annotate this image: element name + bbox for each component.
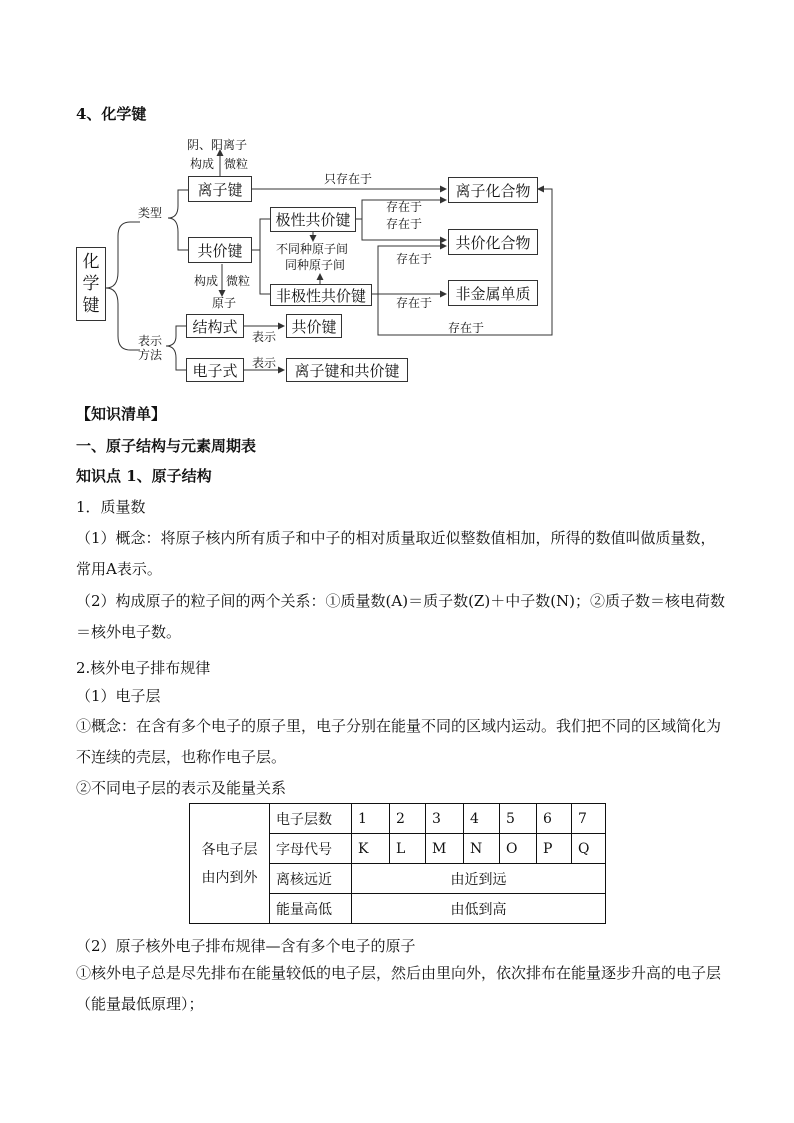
- table-row-group-label: 各电子层由内到外: [190, 804, 270, 924]
- exists-label-3: 存在于: [396, 252, 433, 266]
- only-exists-label: 只存在于: [324, 172, 373, 186]
- table-row-label: 能量高低: [270, 894, 352, 924]
- covalent-note-bottom: 原子: [212, 296, 237, 310]
- represents-label-2: 表示: [252, 356, 277, 370]
- table-cell: 6: [537, 804, 572, 834]
- table-cell: 5: [500, 804, 537, 834]
- table-cell: 4: [464, 804, 500, 834]
- table-cell: Q: [572, 834, 606, 864]
- nonmetal-element-box: 非金属单质: [448, 280, 538, 306]
- sub-arrangement-rules: （2）原子核外电子排布规律—含有多个电子的原子: [76, 937, 416, 955]
- table-cell: 7: [572, 804, 606, 834]
- knowledge-list-heading: 【知识清单】: [76, 405, 167, 423]
- paragraph-mass-number-concept: （1）概念：将原子核内所有质子和中子的相对质量取近似整数值相加，所得的数值叫做质量数，常用A表示。: [76, 529, 716, 578]
- electron-shell-table: [189, 803, 606, 924]
- table-cell: O: [500, 834, 537, 864]
- electronic-formula-box: 电子式: [186, 358, 244, 382]
- covalent-compound-box: 共价化合物: [448, 229, 538, 255]
- branch-repr-label: 表示方法: [138, 334, 163, 362]
- ionic-note-right: 微粒: [224, 157, 249, 171]
- ionic-compound-box: 离子化合物: [448, 177, 538, 203]
- sub-electron-shell: （1）电子层: [76, 687, 161, 705]
- table-cell: K: [352, 834, 390, 864]
- paragraph-shell-concept: ①概念：在含有多个电子的原子里，电子分别在能量不同的区域内运动。我们把不同的区域简化为不连续的壳层，也称作电子层。: [76, 717, 722, 766]
- item-electron-arrangement: 2.核外电子排布规律: [76, 659, 211, 677]
- represents-label-1: 表示: [252, 330, 277, 344]
- ionic-note-bottom: 构成: [190, 157, 215, 171]
- table-cell: M: [426, 834, 464, 864]
- diff-atoms-note: 不同种原子间: [276, 242, 349, 256]
- table-cell: P: [537, 834, 572, 864]
- table-row-label: 离核远近: [270, 864, 352, 894]
- heading-atomic-structure-periodic-table: 一、原子结构与元素周期表: [76, 437, 257, 455]
- paragraph-shell-table-intro: ②不同电子层的表示及能量关系: [76, 779, 287, 797]
- exists-label-5: 存在于: [448, 321, 485, 335]
- covalent-note-right: 微粒: [226, 274, 251, 288]
- table-cell: N: [464, 834, 500, 864]
- table-cell: 3: [426, 804, 464, 834]
- nonpolar-covalent-box: 非极性共价键: [270, 284, 372, 306]
- table-row-label: 字母代号: [270, 834, 352, 864]
- exists-label-2: 存在于: [386, 217, 423, 231]
- exists-label-1: 存在于: [386, 200, 423, 214]
- covalent-bond-box: 共价键: [188, 237, 252, 263]
- ionic-note-top: 阴、阳离子: [187, 138, 248, 152]
- exists-label-4: 存在于: [396, 296, 433, 310]
- table-cell-energy: 由低到高: [352, 894, 606, 924]
- ionic-and-covalent-box: 离子键和共价键: [286, 358, 408, 382]
- item-mass-number: 1．质量数: [76, 498, 146, 516]
- root-chemical-bond: 化学键: [76, 247, 106, 321]
- section-title: 4、化学键: [76, 105, 147, 123]
- table-cell: 2: [390, 804, 426, 834]
- covalent-target-box: 共价键: [286, 314, 342, 338]
- table-cell: L: [390, 834, 426, 864]
- structural-formula-box: 结构式: [186, 314, 244, 338]
- heading-knowledge-point-1: 知识点 1、原子结构: [76, 467, 212, 485]
- paragraph-particle-relations: （2）构成原子的粒子间的两个关系：①质量数(A)＝质子数(Z)＋中子数(N)；②质子数＝核电荷数＝核外电子数。: [76, 592, 726, 641]
- table-cell-distance: 由近到远: [352, 864, 606, 894]
- paragraph-lowest-energy-principle: ①核外电子总是尽先排布在能量较低的电子层，然后由里向外，依次排布在能量逐步升高的电子层（能量最低原理）；: [76, 964, 722, 1013]
- ionic-bond-box: 离子键: [188, 176, 252, 202]
- polar-covalent-box: 极性共价键: [270, 207, 356, 232]
- table-row: [190, 804, 606, 834]
- table-cell: 1: [352, 804, 390, 834]
- table-row-label: 电子层数: [270, 804, 352, 834]
- branch-type-label: 类型: [138, 206, 163, 220]
- same-atoms-note: 同种原子间: [285, 258, 346, 272]
- covalent-note-left: 构成: [194, 274, 219, 288]
